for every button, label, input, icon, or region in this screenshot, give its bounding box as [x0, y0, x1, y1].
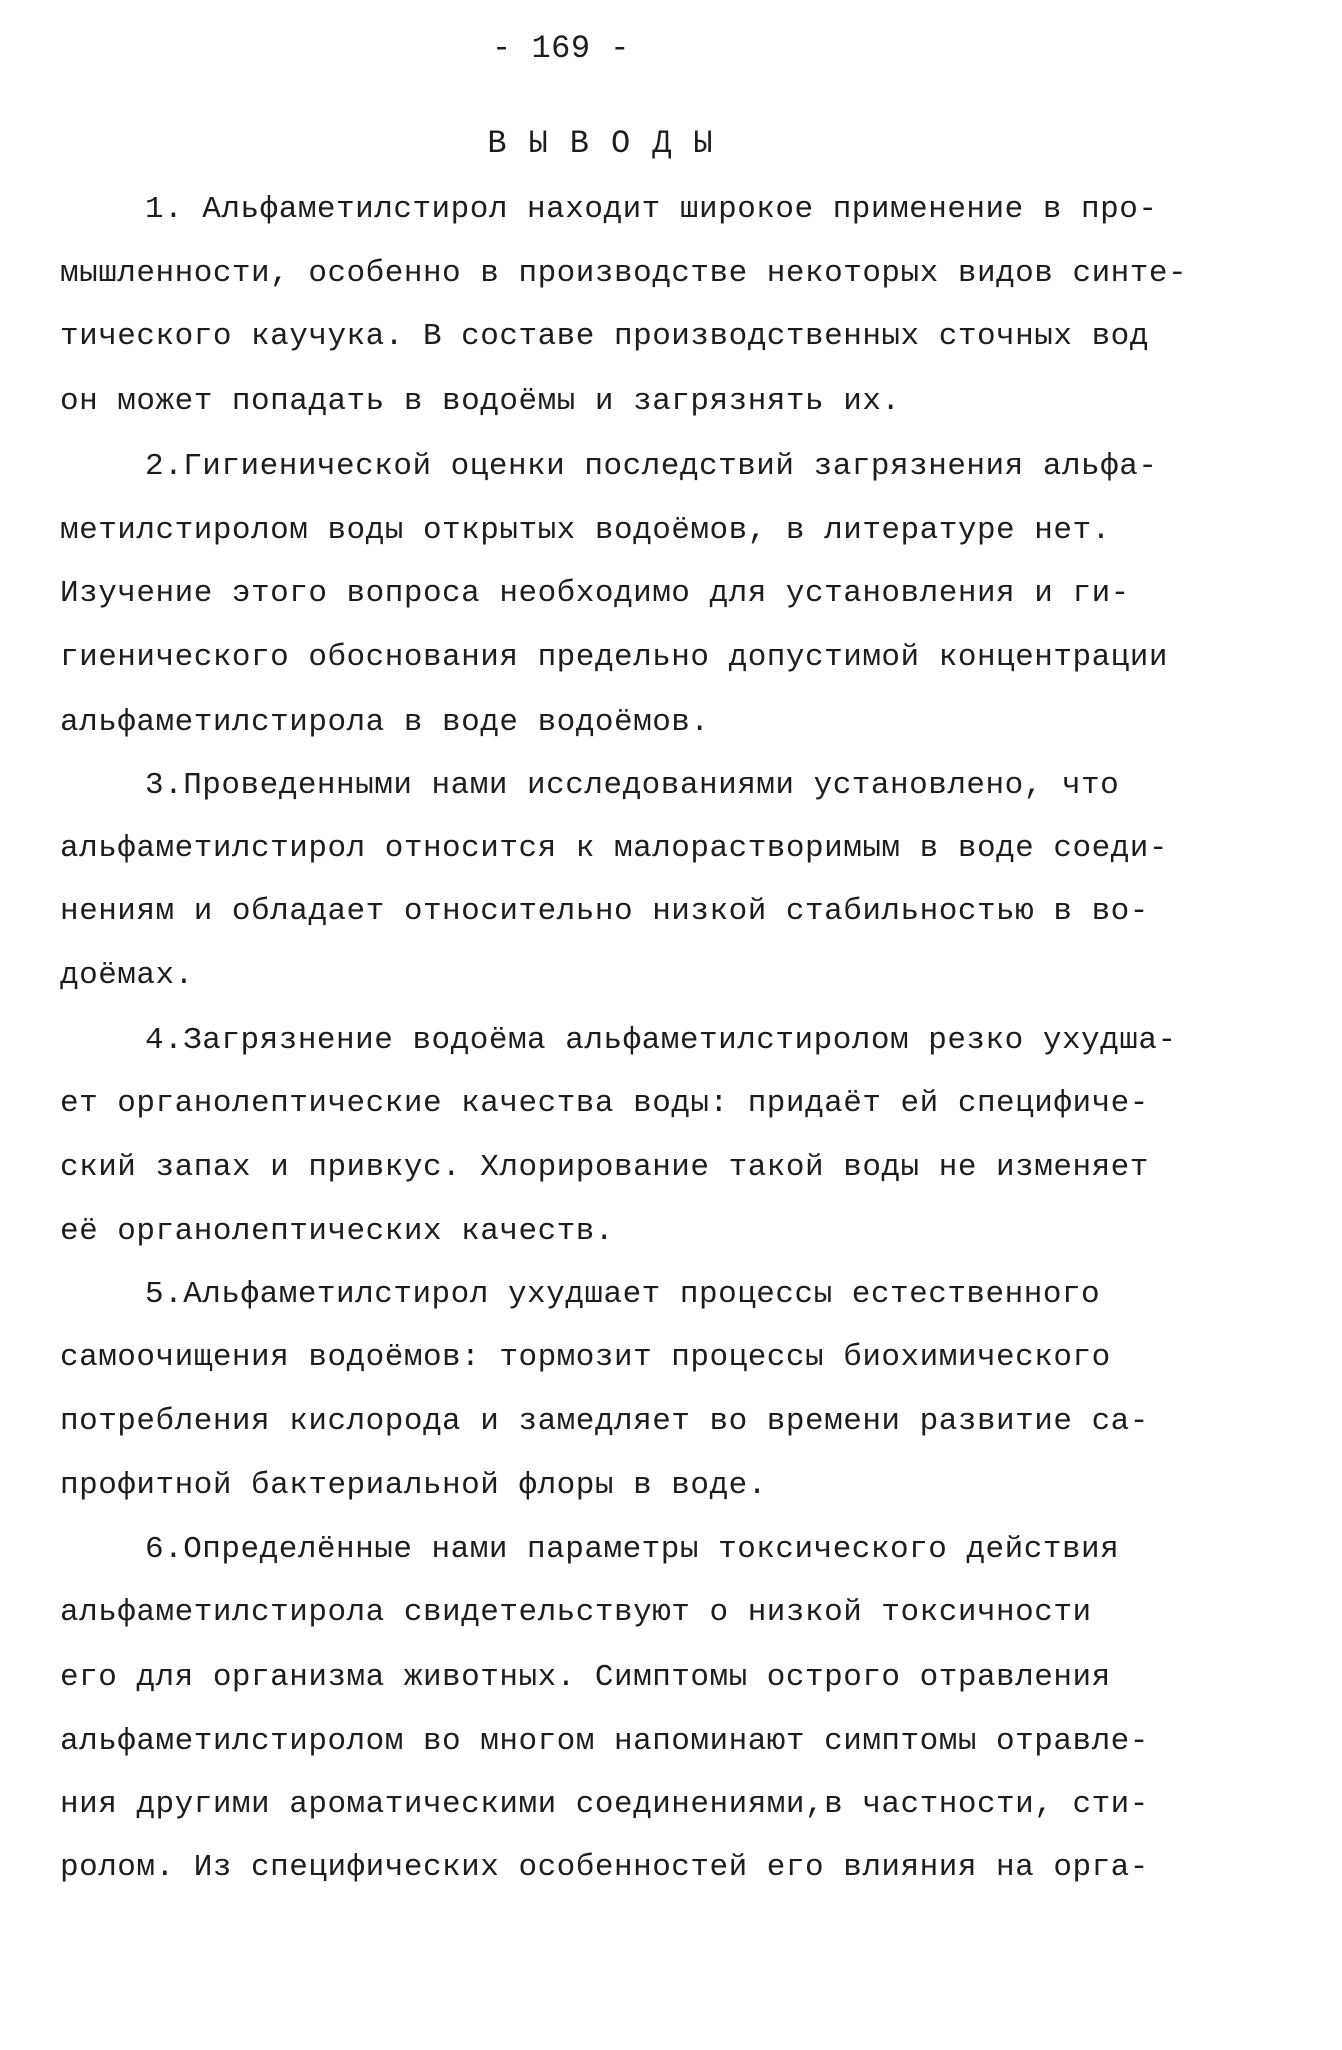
- text-line: 3.Проведенными нами исследованиями установлено, что: [145, 768, 1120, 803]
- text-line: доёмах.: [60, 958, 194, 993]
- section-heading: ВЫВОДЫ: [487, 125, 735, 162]
- text-line: её органолептических качеств.: [60, 1214, 614, 1249]
- text-line: ния другими ароматическими соединениями,в частности, сти-: [60, 1787, 1149, 1822]
- text-line: 4.Загрязнение водоёма альфаметилстиролом резко ухудша-: [145, 1023, 1177, 1058]
- text-line: тического каучука. В составе производственных сточных вод: [60, 319, 1149, 354]
- page-number: - 169 -: [492, 30, 630, 67]
- text-line: 1. Альфаметилстирол находит широкое применение в про-: [145, 192, 1158, 227]
- text-line: самоочищения водоёмов: тормозит процессы биохимического: [60, 1340, 1111, 1375]
- text-line: ский запах и привкус. Хлорирование такой воды не изменяет: [60, 1150, 1149, 1185]
- text-line: ет органолептические качества воды: придаёт ей специфиче-: [60, 1086, 1149, 1121]
- text-line: его для организма животных. Симптомы острого отравления: [60, 1660, 1111, 1695]
- text-line: 6.Определённые нами параметры токсического действия: [145, 1532, 1120, 1567]
- text-line: альфаметилстиролом во многом напоминают симптомы отравле-: [60, 1724, 1149, 1759]
- text-line: нениям и обладает относительно низкой стабильностью в во-: [60, 894, 1149, 929]
- text-line: профитной бактериальной флоры в воде.: [60, 1468, 767, 1503]
- text-line: альфаметилстирола свидетельствуют о низкой токсичности: [60, 1595, 1092, 1630]
- text-line: 5.Альфаметилстирол ухудшает процессы естественного: [145, 1277, 1101, 1312]
- text-line: альфаметилстирол относится к малорастворимым в воде соеди-: [60, 831, 1168, 866]
- text-line: мышленности, особенно в производстве некоторых видов синте-: [60, 256, 1188, 291]
- text-line: ролом. Из специфических особенностей его влияния на орга-: [60, 1850, 1149, 1885]
- text-line: гиенического обоснования предельно допустимой концентрации: [60, 640, 1168, 675]
- text-line: Изучение этого вопроса необходимо для установления и ги-: [60, 576, 1130, 611]
- text-line: альфаметилстирола в воде водоёмов.: [60, 705, 710, 740]
- text-line: он может попадать в водоёмы и загрязнять их.: [60, 384, 901, 419]
- text-line: метилстиролом воды открытых водоёмов, в литературе нет.: [60, 513, 1111, 548]
- text-line: 2.Гигиенической оценки последствий загрязнения альфа-: [145, 449, 1158, 484]
- text-line: потребления кислорода и замедляет во времени развитие са-: [60, 1404, 1149, 1439]
